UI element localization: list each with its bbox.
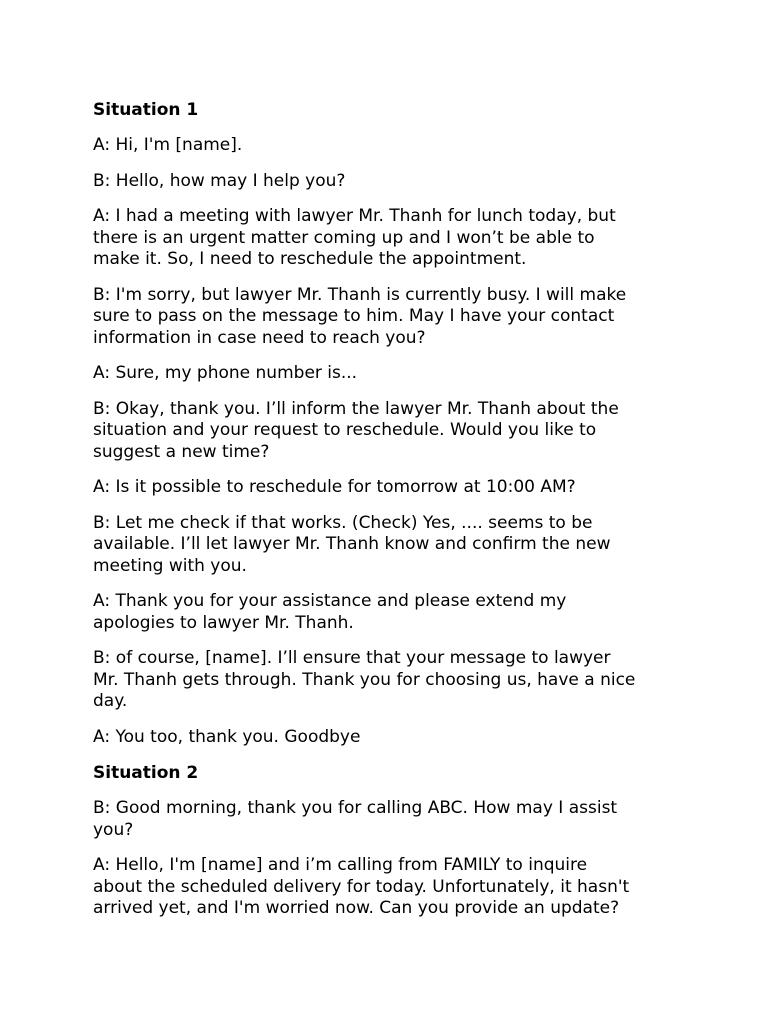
dialogue-line (93, 477, 693, 499)
text-line: B: I'm sorry, but lawyer Mr. Thanh is currently busy. I will make (93, 284, 627, 305)
text-line: A: I had a meeting with lawyer Mr. Thanh for lunch today, but (93, 206, 616, 226)
text-line: B: Let me check if that works. (Check) Yes, .... seems to be (93, 512, 593, 533)
text-line: sure to pass on the message to him. May I have your contact (93, 306, 615, 326)
dialogue-line (93, 591, 693, 634)
dialogue-line (93, 513, 693, 578)
text-line: B: Hello, how may I help you? (93, 170, 346, 191)
text-line: A: Sure, my phone number is... (93, 363, 358, 383)
text-line: you? (93, 819, 134, 840)
dialogue-line (93, 285, 693, 350)
dialogue-line (93, 727, 693, 749)
text-line: A: Hi, I'm [name]. (93, 135, 243, 155)
dialogue-line (93, 363, 693, 385)
dialogue-line (93, 798, 693, 841)
dialogue-line (93, 135, 693, 157)
dialogue-line (93, 206, 693, 271)
text-line: situation and your request to reschedule. Would you like to (93, 420, 597, 440)
text-line: information in case need to reach you? (93, 327, 426, 348)
text-line: day. (93, 691, 128, 711)
text-line: arrived yet, and I'm worried now. Can you provide an update? (93, 898, 620, 918)
text-line: make it. So, I need to reschedule the appointment. (93, 249, 527, 269)
section-heading: Situation 2 (93, 763, 199, 783)
dialogue-line (93, 171, 693, 193)
text-line: B: Good morning, thank you for calling ABC. How may I assist (93, 798, 618, 818)
text-line: A: Is it possible to reschedule for tomorrow at 10:00 AM? (93, 477, 576, 497)
text-line: A: Hello, I'm [name] and i’m calling from FAMILY to inquire (93, 855, 588, 875)
text-line: B: of course, [name]. I’ll ensure that your message to lawyer (93, 648, 611, 668)
text-line: suggest a new time? (93, 441, 270, 462)
text-line: A: You too, thank you. Goodbye (93, 726, 361, 747)
section-situation-1 (93, 99, 693, 748)
text-line: A: Thank you for your assistance and please extend my (93, 591, 567, 611)
dialogue-line (93, 855, 693, 920)
dialogue-line (93, 648, 693, 713)
section-situation-2 (93, 762, 693, 920)
text-line: there is an urgent matter coming up and I won’t be able to (93, 227, 595, 248)
section-heading: Situation 1 (93, 100, 199, 120)
document-page (93, 99, 693, 934)
text-line: meeting with you. (93, 555, 247, 576)
text-line: available. I’ll let lawyer Mr. Thanh know and confirm the new (93, 534, 611, 554)
text-line: about the scheduled delivery for today. Unfortunately, it hasn't (93, 876, 630, 897)
text-line: B: Okay, thank you. I’ll inform the lawyer Mr. Thanh about the (93, 398, 619, 419)
dialogue-line (93, 399, 693, 464)
text-line: apologies to lawyer Mr. Thanh. (93, 612, 354, 633)
text-line: Mr. Thanh gets through. Thank you for choosing us, have a nice (93, 669, 636, 690)
